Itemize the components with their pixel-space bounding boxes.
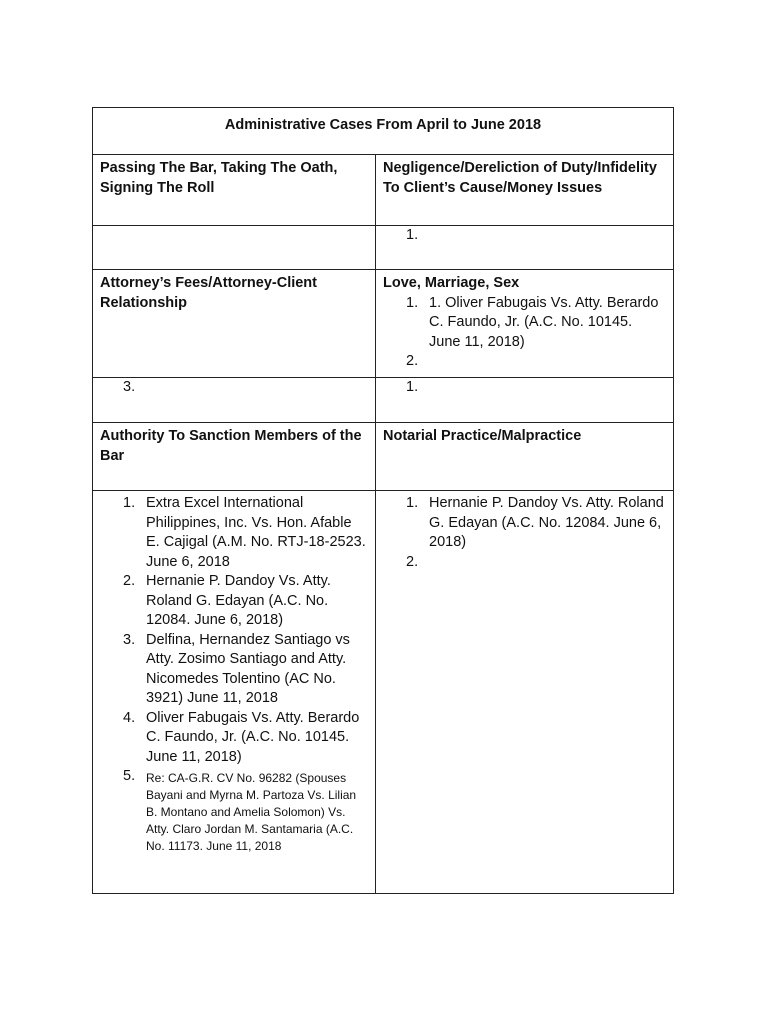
cases-table [92,107,674,894]
heading-row-3 [93,423,673,491]
heading-row-2 [93,270,673,378]
list-number: 2. [123,573,136,589]
list-number: 2. [406,553,419,570]
negligence-items-cell [376,226,673,269]
title-cell [93,108,673,154]
love-extra-cell [376,378,673,422]
list-number: 1. [406,495,419,511]
list-item [93,767,375,855]
list-text: Re: CA-G.R. CV No. 96282 (Spouses Bayani and Myrna M. Partoza Vs. Lilian B. Montano and Amelia Solomon) Vs. Atty. Claro Jordan M. Santamaria (A.C. No. 11173. June 11, 2018 [146,771,357,853]
notarial-items-cell [376,491,673,893]
list-item [376,494,673,553]
list-text: 1. Oliver Fabugais Vs. Atty. Berardo C. Faundo, Jr. (A.C. No. 10145. June 11, 2018) [429,294,659,350]
list-number: 4. [123,709,136,726]
title-row [93,108,673,155]
list-text: Delfina, Hernandez Santiago vs Atty. Zosimo Santiago and Atty. Nicomedes Tolentino (AC No. 3921) June 11, 2018 [146,631,350,706]
list-text: Hernanie P. Dandoy Vs. Atty. Roland G. Edayan (A.C. No. 12084. June 6, 2018) [146,573,331,628]
content-row-1 [93,226,673,270]
list-item [93,709,375,768]
document-title: Administrative Cases From April to June 2018 [224,117,542,133]
authority-list [93,491,375,855]
fees-items-cell [93,378,376,422]
list-number: 1. [406,227,419,243]
list-text: Oliver Fabugais Vs. Atty. Berardo C. Faundo, Jr. (A.C. No. 10145. June 11, 2018) [146,709,360,765]
fees-heading-cell [93,270,376,377]
list-item [93,631,375,709]
notarial-heading-cell [376,423,673,490]
authority-items-cell [93,491,376,893]
love-heading-cell [376,270,673,377]
bar-heading-cell [93,155,376,225]
list-number: 5. [123,768,136,784]
list-number: 1. [406,379,419,395]
love-list [376,294,673,369]
content-row-3 [93,491,673,893]
bar-items-cell [93,226,376,269]
list-text: Extra Excel International Philippines, Inc. Vs. Hon. Afable E. Cajigal (A.M. No. RTJ-18-2523. June 6, 2018 [146,495,366,570]
negligence-heading: Negligence/Dereliction of Duty/Infidelity To Client’s Cause/Money Issues [383,160,657,196]
bar-heading: Passing The Bar, Taking The Oath, Signing The Roll [100,160,338,196]
notarial-heading: Notarial Practice/Malpractice [383,428,582,444]
list-number: 1. [123,495,136,511]
content-row-2 [93,378,673,423]
love-heading: Love, Marriage, Sex [383,275,520,291]
list-number: 3. [123,379,136,395]
list-number: 3. [123,631,136,648]
negligence-heading-cell [376,155,673,225]
fees-heading: Attorney’s Fees/Attorney-Client Relationship [100,275,317,311]
notarial-list [376,491,673,570]
list-item [93,572,375,631]
list-text: Hernanie P. Dandoy Vs. Atty. Roland G. Edayan (A.C. No. 12084. June 6, 2018) [429,495,664,550]
authority-heading-cell [93,423,376,490]
authority-heading: Authority To Sanction Members of the Bar [100,428,362,464]
heading-row-1 [93,155,673,226]
list-number: 2. [406,353,419,369]
list-item [376,294,673,353]
list-item [93,494,375,572]
list-number: 1. [406,294,419,311]
